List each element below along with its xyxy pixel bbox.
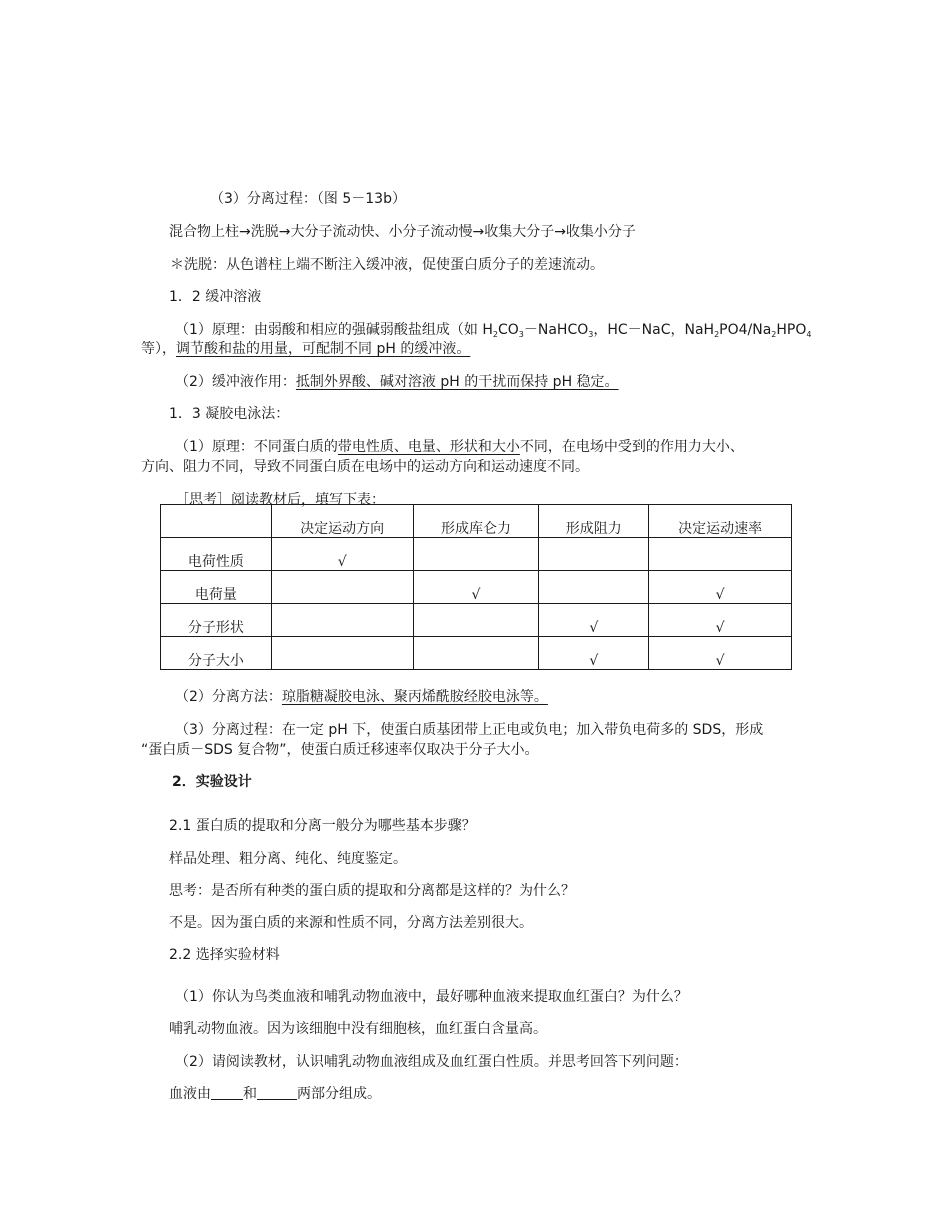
electrophoresis-principle-answer: 带电性质、电量、形状和大小 — [337, 439, 520, 455]
section-1-1-process-line: （3）分离过程：（图 5－13b） — [210, 191, 406, 207]
think-answer: 不是。因为蛋白质的来源和性质不同，分离方法差别很大。 — [169, 915, 533, 931]
heading-1-2-buffer: 1．2 缓冲溶液 — [169, 289, 262, 305]
table-row — [161, 538, 792, 571]
buffer-function-answer: 抵制外界酸、碱对溶液 pH 的干扰而保持 pH 稳定。 — [295, 374, 619, 390]
question-2-1: 2.1 蛋白质的提取和分离一般分为哪些基本步骤？ — [169, 818, 476, 834]
heading-2-2-materials: 2.2 选择实验材料 — [169, 947, 280, 963]
electrophoresis-principle-line2: 方向、阻力不同，导致不同蛋白质在电场中的运动方向和运动速度不同。 — [141, 459, 589, 475]
table-header-cell — [161, 505, 272, 538]
table-cell: √ — [539, 637, 649, 670]
table-cell — [271, 637, 413, 670]
table-cell — [271, 604, 413, 637]
sds-process-line1: （3）分离过程：在一定 pH 下，使蛋白质基团带上正电或负电；加入带负电荷多的 SDS，形成 — [175, 722, 764, 738]
table-row-label: 电荷量 — [161, 571, 272, 604]
table-cell: √ — [649, 637, 792, 670]
electrophoresis-factor-table — [160, 504, 792, 670]
question-2-2-1: （1）你认为鸟类血液和哺乳动物血液中，最好哪种血液来提取血红蛋白？为什么？ — [175, 989, 688, 1005]
table-header-cell: 决定运动速率 — [649, 505, 792, 538]
separation-method-answer: 琼脂糖凝胶电泳、聚丙烯酰胺经胶电泳等。 — [281, 689, 548, 705]
table-cell — [539, 538, 649, 571]
table-cell: √ — [539, 604, 649, 637]
think-question: 思考：是否所有种类的蛋白质的提取和分离都是这样的？为什么？ — [169, 883, 575, 899]
separation-method-line: （2）分离方法：琼脂糖凝胶电泳、聚丙烯酰胺经胶电泳等。 — [175, 689, 548, 705]
table-cell — [413, 637, 539, 670]
gel-filtration-process-flow: 混合物上柱→洗脱→大分子流动快、小分子流动慢→收集大分子→收集小分子 — [169, 224, 636, 240]
table-cell: √ — [413, 571, 539, 604]
buffer-principle-answer: 调节酸和盐的用量，可配制不同 pH 的缓冲液。 — [176, 341, 471, 357]
blood-composition-line: 血液由 和 两部分组成。 — [169, 1086, 381, 1102]
electrophoresis-principle-line1: （1）原理：不同蛋白质的带电性质、电量、形状和大小不同，在电场中受到的作用力大小、 — [175, 439, 744, 455]
heading-1-3-electrophoresis: 1．3 凝胶电泳法： — [169, 406, 290, 422]
table-cell: √ — [271, 538, 413, 571]
sds-process-line2: “蛋白质－SDS 复合物”，使蛋白质迁移速率仅取决于分子大小。 — [141, 742, 539, 758]
table-header-cell: 形成库仑力 — [413, 505, 539, 538]
heading-2-experiment-design: 2．实验设计 — [172, 774, 252, 790]
table-row-label: 分子大小 — [161, 637, 272, 670]
table-cell: √ — [649, 604, 792, 637]
answer-2-1: 样品处理、粗分离、纯化、纯度鉴定。 — [169, 851, 407, 867]
answer-2-2-1: 哺乳动物血液。因为该细胞中没有细胞核，血红蛋白含量高。 — [169, 1021, 547, 1037]
question-2-2-2: （2）请阅读教材，认识哺乳动物血液组成及血红蛋白性质。并思考回答下列问题： — [175, 1054, 688, 1070]
table-cell — [413, 538, 539, 571]
buffer-function-line: （2）缓冲液作用：抵制外界酸、碱对溶液 pH 的干扰而保持 pH 稳定。 — [175, 374, 619, 390]
table-header-row — [161, 505, 792, 538]
table-row-label: 分子形状 — [161, 604, 272, 637]
table-cell — [539, 571, 649, 604]
elution-note: ＊洗脱：从色谱柱上端不断注入缓冲液，促使蛋白质分子的差速流动。 — [170, 257, 604, 273]
table-row — [161, 571, 792, 604]
table-header-cell: 决定运动方向 — [271, 505, 413, 538]
fill-blank[interactable] — [211, 1087, 243, 1100]
buffer-principle-line1: （1）原理：由弱酸和相应的强碱弱酸盐组成（如 $H_2CO_3-NaHCO_3$，HC－NaC，$NaH_2PO4/Na_2HPO_4$ — [175, 322, 812, 339]
table-cell — [413, 604, 539, 637]
table-cell — [649, 538, 792, 571]
table-header-cell: 形成阻力 — [539, 505, 649, 538]
table-cell: √ — [649, 571, 792, 604]
buffer-principle-line2: 等），调节酸和盐的用量，可配制不同 pH 的缓冲液。 — [141, 341, 471, 357]
table-row — [161, 604, 792, 637]
table-row-label: 电荷性质 — [161, 538, 272, 571]
think-prompt: ［思考］阅读教材后，填写下表： — [175, 492, 385, 508]
table-cell — [271, 571, 413, 604]
table-row — [161, 637, 792, 670]
fill-blank[interactable] — [257, 1087, 297, 1100]
